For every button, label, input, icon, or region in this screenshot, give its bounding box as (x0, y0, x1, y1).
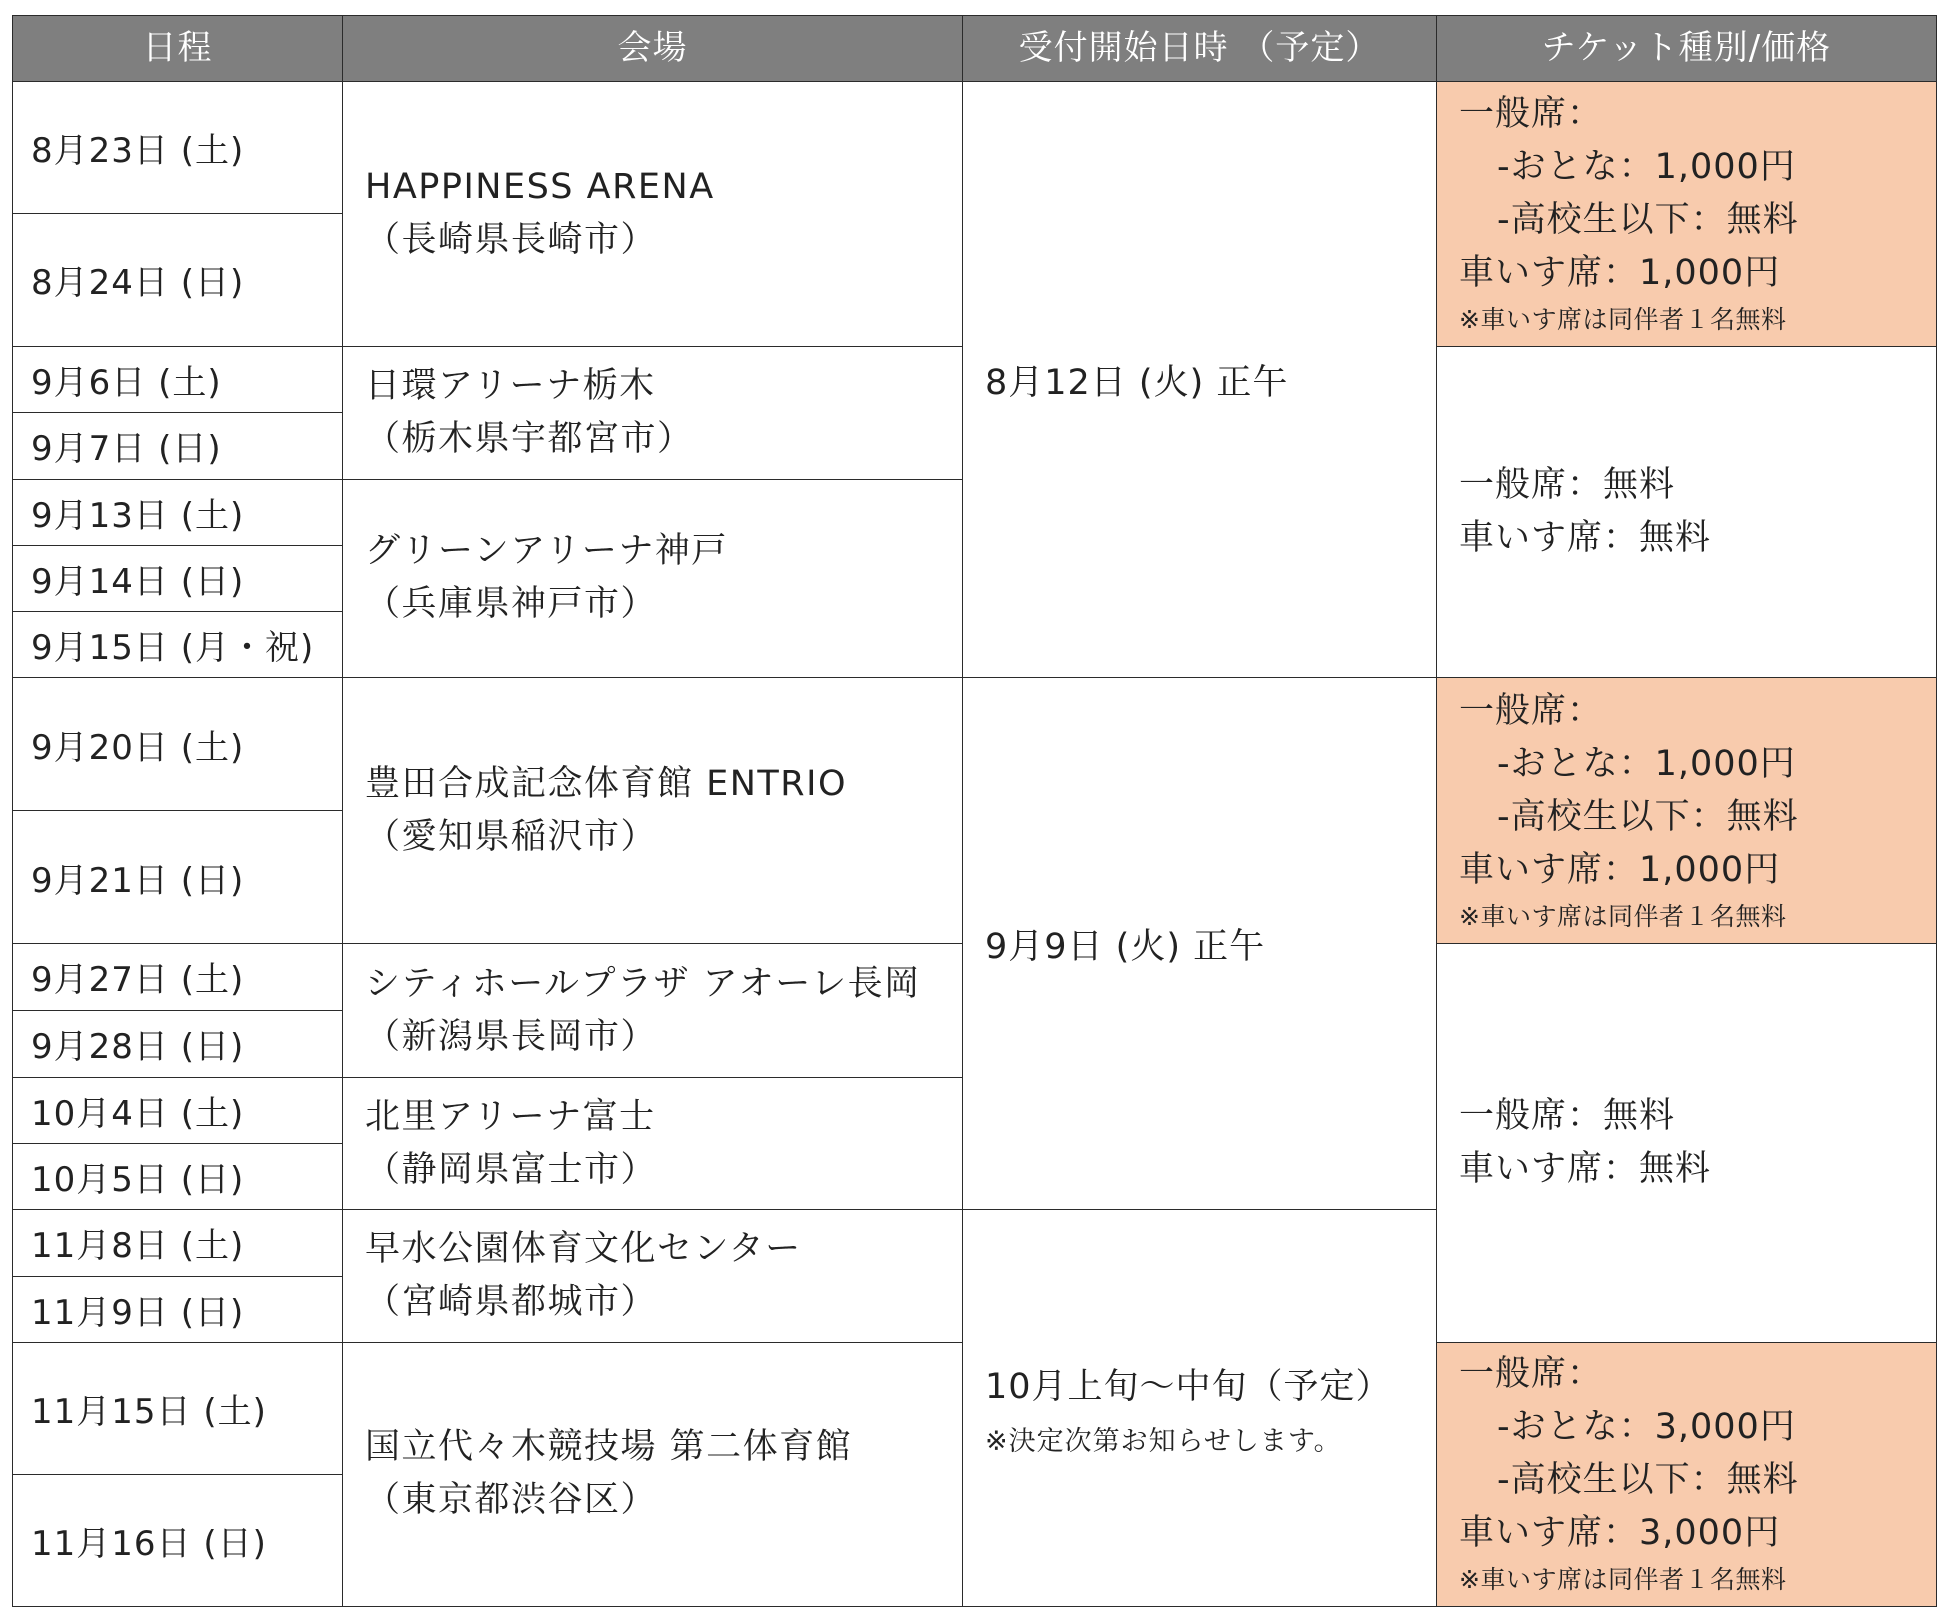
venue-name: 北里アリーナ富士 (365, 1096, 656, 1137)
price-wheelchair: 車いす席：1,000円 (1459, 253, 1781, 294)
date-cell: 11月9日 (日) (13, 1276, 343, 1342)
venue-cell (343, 1077, 963, 1210)
date-cell: 9月27日 (土) (13, 944, 343, 1010)
date-cell: 11月8日 (土) (13, 1210, 343, 1276)
venue-name: HAPPINESS ARENA (365, 167, 715, 208)
price-general: 一般席： (1459, 1354, 1604, 1395)
price-adult: -おとな：1,000円 (1497, 147, 1796, 188)
date-cell: 10月5日 (日) (13, 1144, 343, 1210)
date-cell: 9月7日 (日) (13, 413, 343, 479)
price-wheelchair: 車いす席：無料 (1459, 518, 1712, 559)
venue-name: シティホールプラザ アオーレ長岡 (365, 963, 921, 1004)
header-row (13, 16, 1937, 82)
venue-cell (343, 944, 963, 1078)
venue-name: 早水公園体育文化センター (365, 1229, 802, 1270)
date-cell: 10月4日 (土) (13, 1077, 343, 1143)
price-adult: -おとな：3,000円 (1497, 1407, 1796, 1448)
header-venue: 会場 (343, 16, 963, 82)
venue-location: （新潟県長岡市） (365, 1016, 658, 1057)
venue-name: グリーンアリーナ神戸 (365, 531, 728, 572)
header-start-time: 受付開始日時 （予定） (963, 16, 1437, 82)
date-cell: 9月20日 (土) (13, 678, 343, 811)
date-cell: 8月23日 (土) (13, 82, 343, 214)
price-youth: -高校生以下：無料 (1497, 1460, 1799, 1501)
price-general: 一般席： (1459, 690, 1604, 731)
date-cell: 9月14日 (日) (13, 545, 343, 611)
open-date-cell (963, 82, 1437, 678)
price-general: 一般席： (1459, 94, 1604, 135)
price-wheelchair: 車いす席：1,000円 (1459, 849, 1781, 890)
date-cell: 8月24日 (日) (13, 213, 343, 347)
date-cell: 9月15日 (月・祝) (13, 612, 343, 678)
date-cell: 9月28日 (日) (13, 1010, 343, 1077)
venue-location: （宮崎県都城市） (365, 1282, 658, 1323)
venue-location: （東京都渋谷区） (365, 1480, 658, 1521)
price-wheelchair: 車いす席：無料 (1459, 1149, 1712, 1190)
price-youth: -高校生以下：無料 (1497, 200, 1799, 241)
venue-location: （愛知県稲沢市） (365, 816, 658, 857)
price-cell (1437, 944, 1937, 1343)
venue-location: （栃木県宇都宮市） (365, 418, 694, 459)
venue-location: （静岡県富士市） (365, 1149, 658, 1190)
open-date-text: 8月12日 (火) 正午 (985, 362, 1289, 403)
price-note: ※車いす席は同伴者１名無料 (1459, 901, 1787, 931)
venue-cell (343, 1210, 963, 1343)
date-cell: 9月21日 (日) (13, 810, 343, 944)
venue-cell (343, 1342, 963, 1606)
header-schedule: 日程 (13, 16, 343, 82)
table-row (13, 82, 1937, 214)
price-wheelchair: 車いす席：3,000円 (1459, 1513, 1781, 1554)
venue-location: （兵庫県神戸市） (365, 584, 658, 625)
header-ticket-price: チケット種別/価格 (1437, 16, 1937, 82)
price-note: ※車いす席は同伴者１名無料 (1459, 1565, 1787, 1595)
venue-cell (343, 479, 963, 678)
price-adult: -おとな：1,000円 (1497, 743, 1796, 784)
date-cell: 9月6日 (土) (13, 347, 343, 413)
date-cell: 11月16日 (日) (13, 1475, 343, 1607)
venue-name: 国立代々木競技場 第二体育館 (365, 1427, 853, 1468)
venue-cell (343, 82, 963, 347)
open-date-text: 10月上旬～中旬（予定） (985, 1366, 1392, 1407)
price-youth: -高校生以下：無料 (1497, 796, 1799, 837)
price-general: 一般席：無料 (1459, 465, 1676, 506)
date-cell: 9月13日 (土) (13, 479, 343, 545)
open-date-note: ※決定次第お知らせします。 (985, 1425, 1342, 1457)
price-cell (1437, 1342, 1937, 1606)
open-date-cell (963, 1210, 1437, 1607)
venue-cell (343, 347, 963, 480)
table-row (13, 678, 1937, 811)
open-date-text: 9月9日 (火) 正午 (985, 926, 1266, 967)
price-cell (1437, 678, 1937, 944)
price-note: ※車いす席は同伴者１名無料 (1459, 305, 1787, 335)
venue-name: 日環アリーナ栃木 (365, 365, 656, 406)
venue-cell (343, 678, 963, 944)
open-date-cell (963, 678, 1437, 1210)
price-cell (1437, 347, 1937, 678)
price-cell (1437, 82, 1937, 347)
schedule-table (12, 15, 1937, 1607)
venue-location: （長崎県長崎市） (365, 220, 658, 261)
date-cell: 11月15日 (土) (13, 1342, 343, 1475)
price-general: 一般席：無料 (1459, 1096, 1676, 1137)
venue-name: 豊田合成記念体育館 ENTRIO (365, 763, 847, 804)
